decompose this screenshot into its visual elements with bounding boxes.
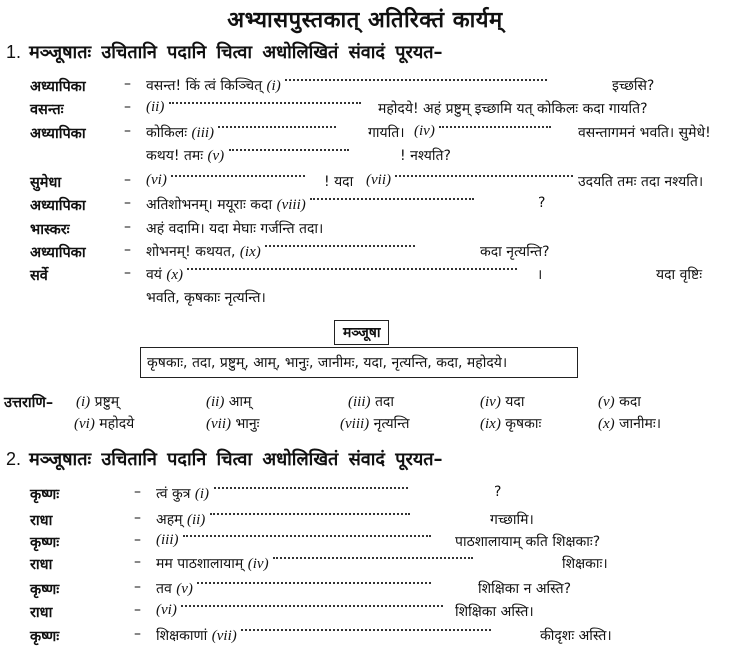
blank-number: (i) xyxy=(194,486,210,502)
line-text: शिक्षिका न अस्ति? xyxy=(478,581,572,597)
dash: – xyxy=(124,265,131,281)
speaker: अध्यापिका xyxy=(30,245,86,261)
question-2-heading xyxy=(6,447,443,471)
dash: – xyxy=(134,510,141,526)
answer-item: (viii) नृत्यन्ति xyxy=(340,416,410,432)
line-text: वसन्त! किं त्वं किञ्चित् xyxy=(146,78,263,94)
question-number: 2. xyxy=(6,449,22,469)
speaker: कृष्णः xyxy=(30,535,60,551)
answer-item: (iii) तदा xyxy=(348,394,394,410)
line-text: तव xyxy=(156,581,172,597)
line-text: अहम् xyxy=(156,512,183,528)
answer-item: (v) कदा xyxy=(598,394,641,410)
line-text: त्वं कुत्र xyxy=(156,486,191,502)
line-text: ! यदा xyxy=(324,174,354,190)
fill-blank[interactable] xyxy=(439,126,551,128)
fill-blank[interactable] xyxy=(395,175,573,177)
dash: – xyxy=(134,579,141,595)
line-text: वयं xyxy=(146,267,162,283)
speaker: कृष्णः xyxy=(30,629,60,645)
fill-blank[interactable] xyxy=(210,513,410,515)
line-text: पाठशालायाम् कति शिक्षकाः? xyxy=(455,534,601,550)
dash: – xyxy=(124,172,131,188)
blank-number: (ii) xyxy=(186,512,206,528)
speaker: कृष्णः xyxy=(30,487,60,503)
answers-label: उत्तराणि– xyxy=(4,395,54,411)
fill-blank[interactable] xyxy=(183,535,431,537)
fill-blank[interactable] xyxy=(229,149,349,151)
blank-number: (iii) xyxy=(156,532,179,548)
blank-number: (vii) xyxy=(366,172,391,188)
fill-blank[interactable] xyxy=(273,557,473,559)
answer-item: (x) जानीमः। xyxy=(598,416,662,432)
blank-number: (vi) xyxy=(156,602,177,618)
line-text: ! नश्यति? xyxy=(400,148,451,164)
answer-item: (ix) कृषकाः xyxy=(480,416,542,432)
fill-blank[interactable] xyxy=(169,102,361,104)
question-text: मञ्जूषातः उचितानि पदानि चित्वा अधोलिखितं संवादं पूरयत– xyxy=(29,42,443,63)
line-text: गायति। xyxy=(368,125,405,141)
dash: – xyxy=(134,602,141,618)
fill-blank[interactable] xyxy=(241,629,491,631)
line-text: मम पाठशालायाम् xyxy=(156,556,244,572)
dash: – xyxy=(124,76,131,92)
dash: – xyxy=(134,532,141,548)
word-box: कृषकाः, तदा, प्रष्टुम्, आम्, भानुः, जानीमः, यदा, नृत्यन्ति, कदा, महोदये। xyxy=(140,347,578,378)
dash: – xyxy=(134,626,141,642)
line-text: अतिशोभनम्। मयूराः कदा xyxy=(146,197,273,213)
line-text: । xyxy=(537,267,543,283)
speaker: अध्यापिका xyxy=(30,79,86,95)
blank-number: (x) xyxy=(166,267,184,283)
fill-blank[interactable] xyxy=(218,126,336,128)
fill-blank[interactable] xyxy=(310,198,474,200)
line-text: भवति, कृषकाः नृत्यन्ति। xyxy=(146,290,266,306)
speaker: वसन्तः xyxy=(30,102,64,118)
blank-number: (vii) xyxy=(211,628,237,644)
line-text: शिक्षकाः। xyxy=(562,556,608,572)
speaker: कृष्णः xyxy=(30,582,60,598)
blank-number: (i) xyxy=(266,78,281,94)
speaker: भास्करः xyxy=(30,222,70,238)
line-text: शिक्षिका अस्ति। xyxy=(455,604,534,620)
speaker: राधा xyxy=(30,513,53,529)
line-text: कदा नृत्यन्ति? xyxy=(480,244,550,260)
fill-blank[interactable] xyxy=(214,487,408,489)
speaker: राधा xyxy=(30,605,53,621)
line-text: उदयति तमः तदा नश्यति। xyxy=(578,174,704,190)
dash: – xyxy=(134,554,141,570)
blank-number: (v) xyxy=(207,148,225,164)
line-text: वसन्तागमनं भवति। सुमेधे! xyxy=(578,125,711,141)
line-text: कथय! तमः xyxy=(146,148,204,164)
blank-number: (vi) xyxy=(146,172,167,188)
line-text: ? xyxy=(538,195,546,211)
blank-number: (v) xyxy=(176,581,193,597)
dash: – xyxy=(124,99,131,115)
blank-number: (ii) xyxy=(146,99,165,115)
blank-number: (iv) xyxy=(414,123,435,139)
answer-item: (i) प्रष्टुम् xyxy=(76,394,120,410)
answer-item: (vii) भानुः xyxy=(206,416,260,432)
dash: – xyxy=(124,219,131,235)
fill-blank[interactable] xyxy=(187,268,517,270)
line-text: महोदये! अहं प्रष्टुम् इच्छामि यत् कोकिलः कदा गायति? xyxy=(378,101,648,117)
dash: – xyxy=(124,123,131,139)
dash: – xyxy=(134,484,141,500)
question-1-heading xyxy=(6,40,443,64)
dash: – xyxy=(124,242,131,258)
blank-number: (iii) xyxy=(191,125,215,141)
page-title: अभ्यासपुस्तकात् अतिरिक्तं कार्यम् xyxy=(227,8,503,33)
line-text: ? xyxy=(494,484,502,500)
fill-blank[interactable] xyxy=(171,175,305,177)
fill-blank[interactable] xyxy=(285,79,547,81)
blank-number: (iv) xyxy=(247,556,269,572)
fill-blank[interactable] xyxy=(181,605,443,607)
line-text: कीदृशः अस्ति। xyxy=(540,628,612,644)
speaker: सुमेधा xyxy=(30,175,62,191)
answer-item: (vi) महोदये xyxy=(74,416,135,432)
fill-blank[interactable] xyxy=(197,582,431,584)
blank-number: (ix) xyxy=(239,244,261,260)
fill-blank[interactable] xyxy=(265,245,415,247)
line-text: इच्छसि? xyxy=(612,78,655,94)
question-text: मञ्जूषातः उचितानि पदानि चित्वा अधोलिखितं संवादं पूरयत– xyxy=(29,449,443,470)
line-text: यदा वृष्टिः xyxy=(656,267,703,283)
line-text: गच्छामि। xyxy=(490,512,534,528)
answer-item: (iv) यदा xyxy=(480,394,525,410)
speaker: अध्यापिका xyxy=(30,126,86,142)
question-number: 1. xyxy=(6,42,22,62)
dash: – xyxy=(124,195,131,211)
line-text: शोभनम्! कथयत, xyxy=(146,244,236,260)
speaker: अध्यापिका xyxy=(30,198,86,214)
line-text: कोकिलः xyxy=(146,125,188,141)
speaker: राधा xyxy=(30,557,53,573)
blank-number: (viii) xyxy=(276,197,306,213)
answer-item: (ii) आम् xyxy=(206,394,252,410)
line-text: शिक्षकाणां xyxy=(156,628,208,644)
speaker: सर्वे xyxy=(30,268,48,284)
word-box-label: मञ्जूषा xyxy=(334,320,389,345)
line-text: अहं वदामि। यदा मेघाः गर्जन्ति तदा। xyxy=(146,221,324,237)
